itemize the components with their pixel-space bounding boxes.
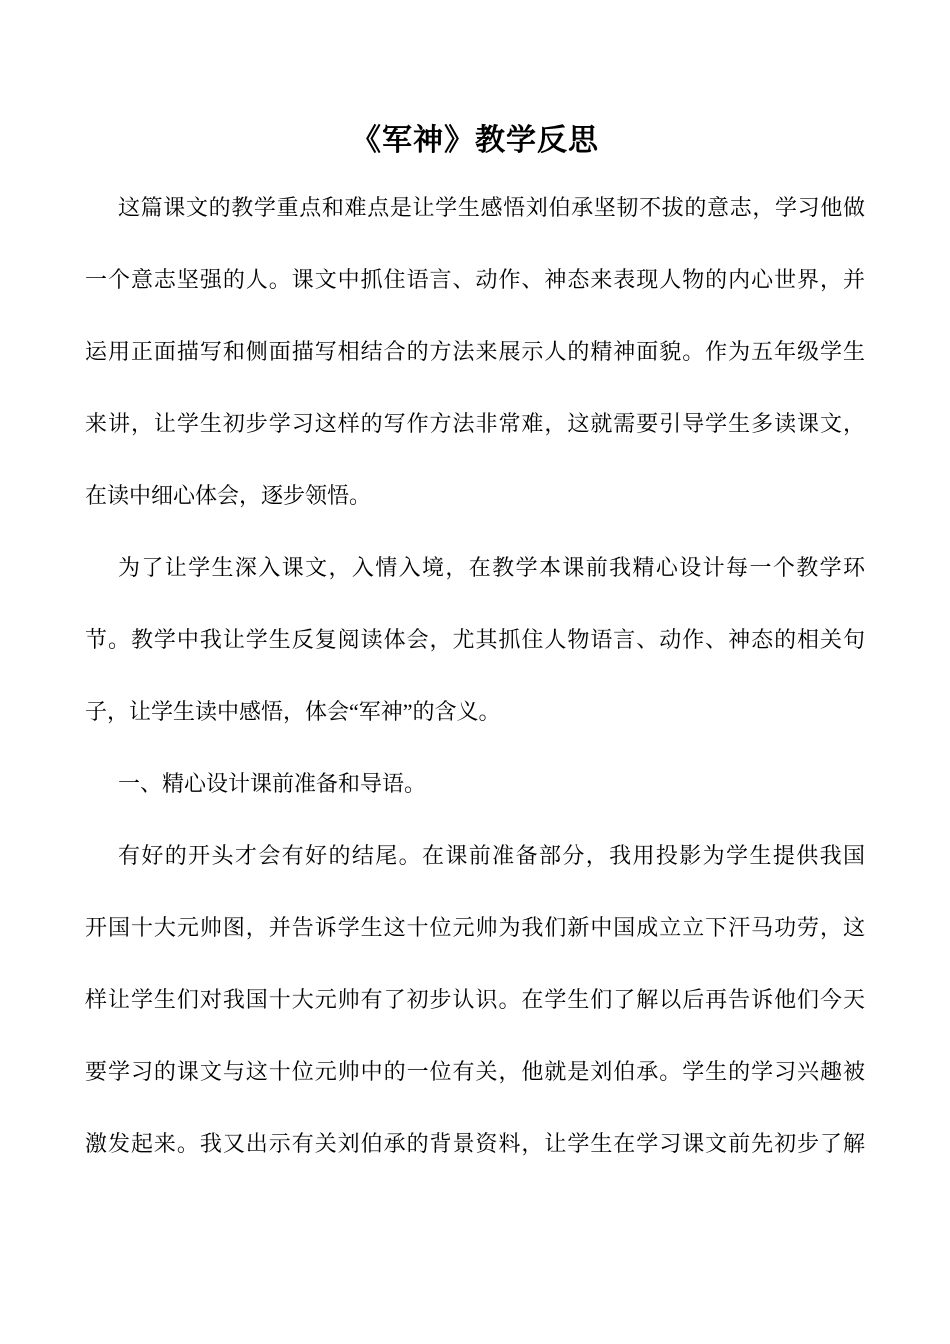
document-title: 《军神》教学反思 (351, 124, 599, 157)
text-line: 样让学生们对我国十大元帅有了初步认识。在学生们了解以后再告诉他们今天 (85, 987, 865, 1012)
text-line: 要学习的课文与这十位元帅中的一位有关，他就是刘伯承。学生的学习兴趣被 (85, 1059, 865, 1084)
text-line: 来讲，让学生初步学习这样的写作方法非常难，这就需要引导学生多读课文， (85, 411, 865, 436)
text-line: 为了让学生深入课文，入情入境，在教学本课前我精心设计每一个教学环 (118, 555, 865, 580)
document-body (85, 172, 865, 1180)
text-line: 激发起来。我又出示有关刘伯承的背景资料，让学生在学习课文前先初步了解 (85, 1131, 865, 1156)
text-line: 开国十大元帅图，并告诉学生这十位元帅为我们新中国成立立下汗马功劳，这 (85, 915, 865, 940)
text-line: 运用正面描写和侧面描写相结合的方法来展示人的精神面貌。作为五年级学生 (85, 339, 865, 364)
text-line: 子，让学生读中感悟，体会“军神”的含义。 (85, 699, 501, 724)
text-line: 节。教学中我让学生反复阅读体会，尤其抓住人物语言、动作、神态的相关句 (85, 627, 865, 652)
text-line: 有好的开头才会有好的结尾。在课前准备部分，我用投影为学生提供我国 (118, 843, 865, 868)
text-line: 一、精心设计课前准备和导语。 (118, 771, 427, 796)
text-line: 一个意志坚强的人。课文中抓住语言、动作、神态来表现人物的内心世界，并 (85, 267, 865, 292)
text-line: 这篇课文的教学重点和难点是让学生感悟刘伯承坚韧不拔的意志，学习他做 (118, 195, 865, 220)
text-line: 在读中细心体会，逐步领悟。 (85, 483, 372, 508)
